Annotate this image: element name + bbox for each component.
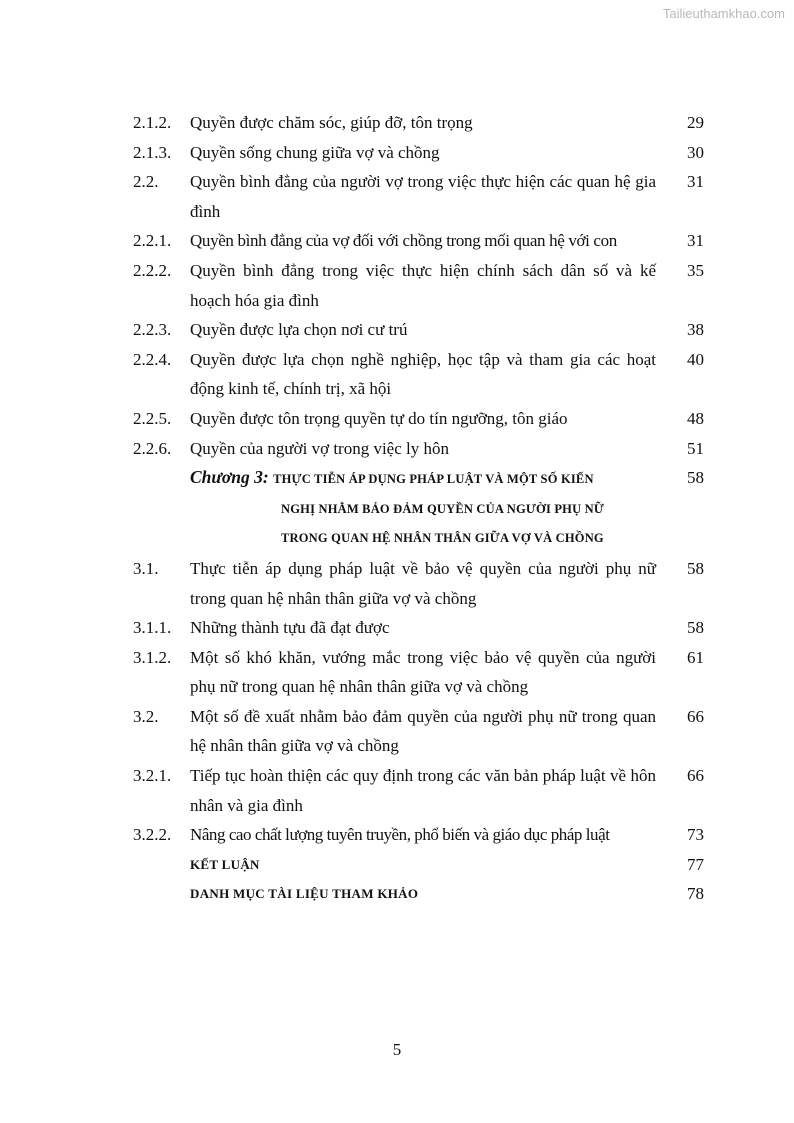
references-title: DANH MỤC TÀI LIỆU THAM KHẢO <box>190 886 419 902</box>
toc-title: Tiếp tục hoàn thiện các quy định trong các văn bản pháp luật về hôn nhân và gia đình <box>190 766 656 815</box>
chapter-colon: : <box>262 467 274 488</box>
toc-page: 30 <box>687 142 704 162</box>
toc-title: Một số khó khăn, vướng mắc trong việc bảo vệ quyền của người phụ nữ trong quan hệ nhân thân giữa vợ và chồng <box>190 647 656 697</box>
toc-title: Quyền được tôn trọng quyền tự do tín ngưỡng, tôn giáo <box>190 408 568 428</box>
toc-number: 3.2.2. <box>133 825 172 845</box>
toc-page: 58 <box>687 558 704 578</box>
chapter-title-line-3: TRONG QUAN HỆ NHÂN THÂN GIỮA VỢ VÀ CHỒNG <box>281 531 604 546</box>
toc-page: 51 <box>687 438 704 458</box>
toc-page: 73 <box>687 825 704 845</box>
toc-entry[interactable] <box>0 554 794 613</box>
toc-entry[interactable] <box>0 613 794 643</box>
toc-entry[interactable] <box>0 643 794 702</box>
toc-entry[interactable] <box>0 434 794 464</box>
conclusion-title: KẾT LUẬN <box>190 856 260 872</box>
toc-title: Quyền bình đẳng của người vợ trong việc thực hiện các quan hệ gia đình <box>190 172 656 221</box>
toc-title: Thực tiễn áp dụng pháp luật về bảo vệ quyền của người phụ nữ trong quan hệ nhân thân giữa vợ và chồng <box>190 558 656 608</box>
toc-title: Quyền bình đẳng của vợ đối với chồng trong mối quan hệ với con <box>190 231 617 251</box>
toc-entry[interactable] <box>0 138 794 168</box>
toc-number: 3.2.1. <box>133 766 172 786</box>
toc-number: 2.2.6. <box>133 438 172 458</box>
toc-page: 31 <box>687 231 704 251</box>
table-of-contents <box>0 108 794 909</box>
toc-title: Một số đề xuất nhằm bảo đảm quyền của người phụ nữ trong quan hệ nhân thân giữa vợ và chồng <box>190 706 656 756</box>
toc-number: 2.1.3. <box>133 142 172 162</box>
toc-entry[interactable] <box>0 345 794 404</box>
toc-page: 77 <box>687 854 704 874</box>
chapter-label: Chương 3 <box>190 467 263 488</box>
toc-title: Quyền được lựa chọn nơi cư trú <box>190 320 408 340</box>
toc-page: 35 <box>687 260 704 280</box>
toc-entry[interactable] <box>0 315 794 345</box>
toc-entry[interactable] <box>0 226 794 256</box>
toc-page: 58 <box>687 468 704 488</box>
toc-title: Quyền được lựa chọn nghề nghiệp, học tập và tham gia các hoạt động kinh tế, chính trị, xã hội <box>190 349 656 399</box>
toc-page: 48 <box>687 408 704 428</box>
toc-entry[interactable] <box>0 108 794 138</box>
toc-title: Quyền sống chung giữa vợ và chồng <box>190 142 440 162</box>
chapter-title-line-1: THỰC TIỄN ÁP DỤNG PHÁP LUẬT VÀ MỘT SỐ KIẾN <box>273 472 594 487</box>
toc-entry[interactable] <box>0 167 794 226</box>
toc-entry[interactable] <box>0 404 794 434</box>
chapter-title-line-2: NGHỊ NHẰM BẢO ĐẢM QUYỀN CỦA NGƯỜI PHỤ NỮ <box>281 501 605 516</box>
toc-references-entry[interactable] <box>0 879 794 909</box>
toc-conclusion-entry[interactable] <box>0 850 794 880</box>
toc-entry[interactable] <box>0 256 794 315</box>
chapter-line-1 <box>190 463 660 495</box>
toc-title: Quyền bình đẳng trong việc thực hiện chính sách dân số và kế hoạch hóa gia đình <box>190 260 656 310</box>
toc-page: 61 <box>687 647 704 667</box>
toc-number: 2.2.5. <box>133 408 172 428</box>
toc-page: 78 <box>687 884 704 904</box>
toc-title: Quyền của người vợ trong việc ly hôn <box>190 438 450 458</box>
toc-page: 31 <box>687 172 704 192</box>
toc-page: 58 <box>687 618 704 638</box>
toc-entry[interactable] <box>0 761 794 820</box>
toc-page: 29 <box>687 113 704 132</box>
toc-number: 2.2.1. <box>133 231 172 251</box>
toc-number: 2.2.2. <box>133 260 172 280</box>
toc-entry[interactable] <box>0 820 794 850</box>
watermark: Tailieuthamkhao.com <box>662 6 785 21</box>
toc-number: 3.1. <box>133 558 159 578</box>
toc-page: 38 <box>687 320 704 340</box>
toc-page: 40 <box>687 349 704 369</box>
toc-page: 66 <box>687 706 704 726</box>
toc-number: 2.2.3. <box>133 320 172 340</box>
toc-page: 66 <box>687 766 704 786</box>
toc-number: 2.1.2. <box>133 113 172 132</box>
toc-title: Những thành tựu đã đạt được <box>190 618 390 638</box>
toc-title: Nâng cao chất lượng tuyên truyền, phổ biến và giáo dục pháp luật <box>190 825 610 845</box>
toc-number: 3.2. <box>133 706 159 726</box>
toc-number: 3.1.2. <box>133 647 172 667</box>
toc-entry[interactable] <box>0 702 794 761</box>
toc-number: 2.2. <box>133 172 159 192</box>
page-number: 5 <box>392 1040 402 1059</box>
toc-number: 2.2.4. <box>133 349 172 369</box>
toc-title: Quyền được chăm sóc, giúp đỡ, tôn trọng <box>190 113 473 132</box>
toc-number: 3.1.1. <box>133 618 172 638</box>
toc-chapter-entry[interactable] <box>0 463 794 554</box>
chapter-heading <box>190 463 660 554</box>
